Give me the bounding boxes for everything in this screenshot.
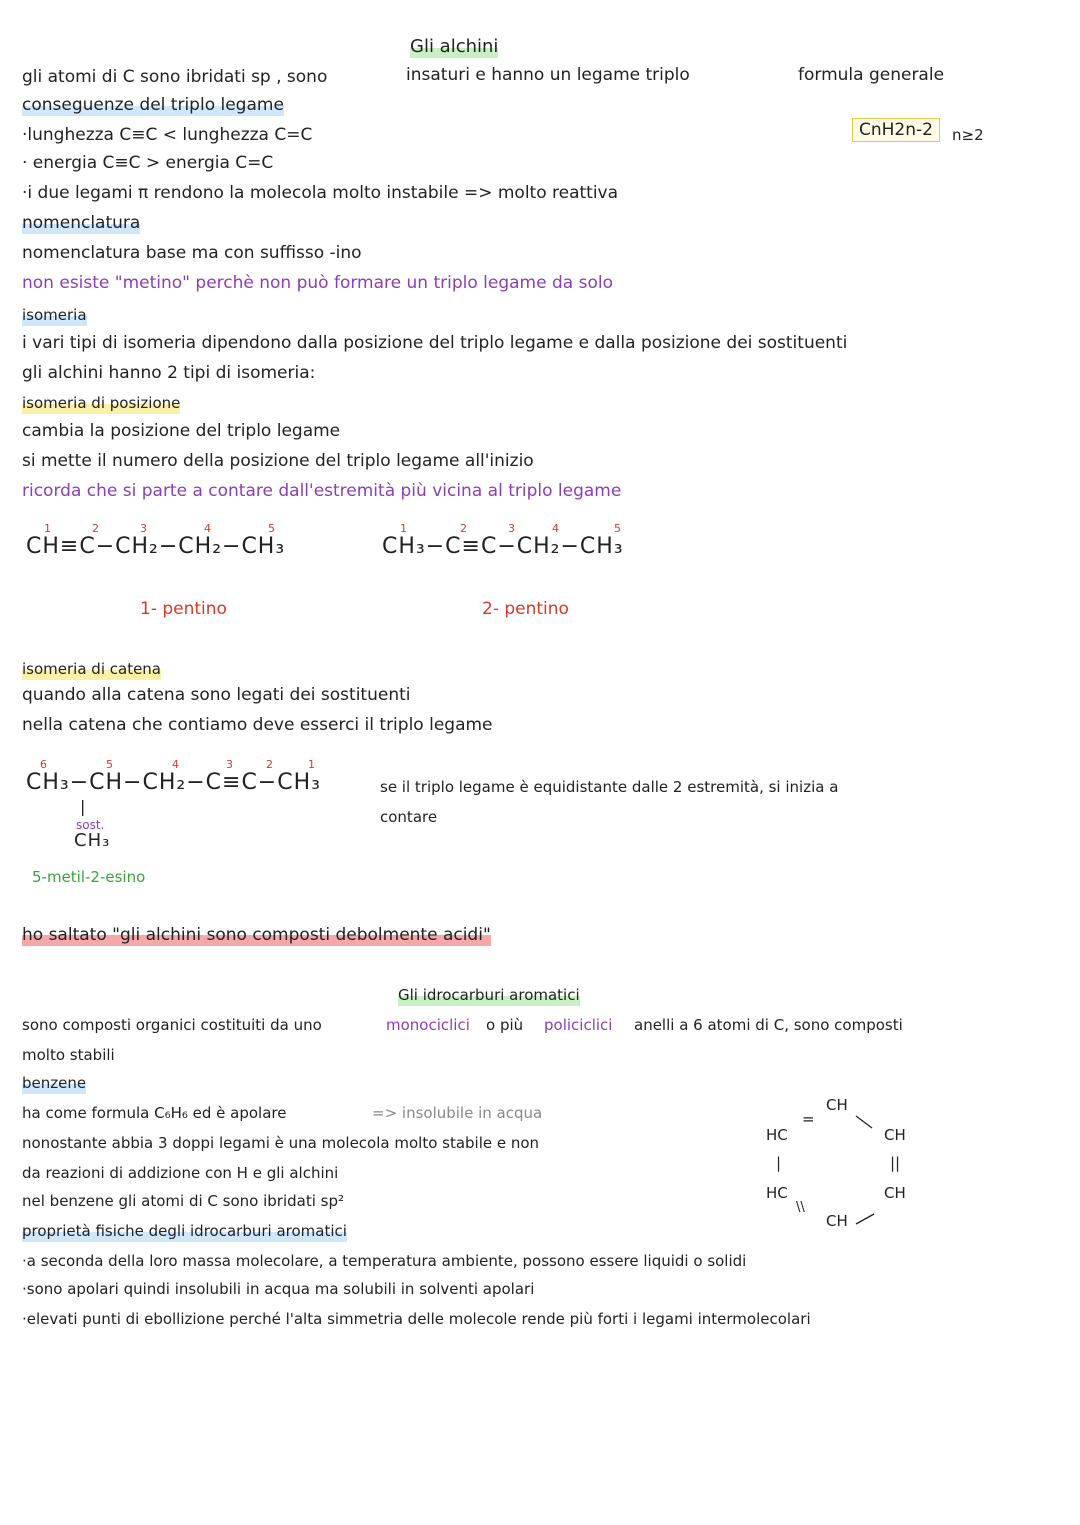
bullet-lunghezza: ·lunghezza C≡C < lunghezza C=C bbox=[22, 125, 313, 145]
ring-hc-bottom-left: HC bbox=[766, 1184, 788, 1202]
conseguenze-heading: conseguenze del triplo legame bbox=[22, 95, 284, 115]
mol2-num-2: 2 bbox=[460, 522, 467, 535]
ring-bond-top-right bbox=[856, 1116, 872, 1128]
benzene-line1-b: => insolubile in acqua bbox=[372, 1104, 543, 1122]
benzene-line3: da reazioni di addizione con H e gli alchini bbox=[22, 1164, 339, 1182]
aromatici-title: Gli idrocarburi aromatici bbox=[398, 986, 580, 1004]
mol2-num-3: 3 bbox=[508, 522, 515, 535]
benzene-line1-a: ha come formula C₆H₆ ed è apolare bbox=[22, 1104, 287, 1122]
isomeria-posizione-heading: isomeria di posizione bbox=[22, 394, 181, 412]
ring-single-bond-left: | bbox=[776, 1154, 782, 1172]
ring-double-bond-bottom-left: \\ bbox=[796, 1200, 805, 1215]
catena-line1: quando alla catena sono legati dei sostituenti bbox=[22, 685, 411, 705]
mol3-num-3: 3 bbox=[226, 758, 233, 771]
benzene-line2: nonostante abbia 3 doppi legami è una molecola molto stabile e non bbox=[22, 1134, 540, 1152]
mol1-num-3: 3 bbox=[140, 522, 147, 535]
proprieta-line3: ·elevati punti di ebollizione perché l'alta simmetria delle molecole rende più forti i legami intermolecolari bbox=[22, 1310, 811, 1328]
proprieta-line2: ·sono apolari quindi insolubili in acqua ma solubili in solventi apolari bbox=[22, 1280, 535, 1298]
mol3-num-1: 1 bbox=[308, 758, 315, 771]
aromatici-line2: molto stabili bbox=[22, 1046, 115, 1064]
substituent-bond: | bbox=[80, 797, 86, 816]
ring-ch-top-right: CH bbox=[884, 1126, 906, 1144]
proprieta-line1: ·a seconda della loro massa molecolare, a temperatura ambiente, possono essere liquidi o solidi bbox=[22, 1252, 747, 1270]
nomenclatura-heading: nomenclatura bbox=[22, 213, 141, 233]
ring-double-bond-right: || bbox=[890, 1154, 901, 1172]
benzene-line4: nel benzene gli atomi di C sono ibridati sp² bbox=[22, 1192, 345, 1210]
mol3-formula: CH₃−CH−CH₂−C≡C−CH₃ bbox=[26, 770, 321, 795]
ring-ch-top: CH bbox=[826, 1096, 848, 1114]
mol1-formula: CH≡C−CH₂−CH₂−CH₃ bbox=[26, 534, 286, 559]
general-formula: CnH2n-2 bbox=[852, 118, 940, 142]
mol2-name: 2- pentino bbox=[482, 599, 569, 619]
aromatici-line1-d: policiclici bbox=[544, 1016, 613, 1034]
mol1-num-5: 5 bbox=[268, 522, 275, 535]
mol3-num-5: 5 bbox=[106, 758, 113, 771]
aromatici-line1-b: monociclici bbox=[386, 1016, 470, 1034]
aromatici-line1-a: sono composti organici costituiti da uno bbox=[22, 1016, 322, 1034]
skipped-note: ho saltato "gli alchini sono composti debolmente acidi" bbox=[22, 925, 491, 945]
mol1-num-1: 1 bbox=[44, 522, 51, 535]
ring-hc-top-left: HC bbox=[766, 1126, 788, 1144]
isomeria-catena-heading: isomeria di catena bbox=[22, 660, 161, 678]
formula-label: formula generale bbox=[798, 65, 945, 85]
benzene-heading: benzene bbox=[22, 1074, 87, 1092]
substituent-label: sost. bbox=[76, 818, 105, 832]
mol2-formula: CH₃−C≡C−CH₂−CH₃ bbox=[382, 534, 624, 559]
mol1-num-2: 2 bbox=[92, 522, 99, 535]
mol2-num-5: 5 bbox=[614, 522, 621, 535]
posizione-line3: ricorda che si parte a contare dall'estremità più vicina al triplo legame bbox=[22, 481, 622, 501]
intro-line-b: insaturi e hanno un legame triplo bbox=[406, 65, 690, 85]
ring-double-bond-top-left: = bbox=[802, 1110, 815, 1128]
ring-ch-bottom-right: CH bbox=[884, 1184, 906, 1202]
mol3-name: 5-metil-2-esino bbox=[32, 868, 146, 886]
aromatici-line1-e: anelli a 6 atomi di C, sono composti bbox=[634, 1016, 903, 1034]
substituent-group: CH₃ bbox=[74, 830, 111, 851]
isomeria-heading: isomeria bbox=[22, 306, 87, 324]
mol1-num-4: 4 bbox=[204, 522, 211, 535]
mol1-name: 1- pentino bbox=[140, 599, 227, 619]
posizione-line2: si mette il numero della posizione del triplo legame all'inizio bbox=[22, 451, 534, 471]
bullet-energia: · energia C≡C > energia C=C bbox=[22, 153, 274, 173]
alchini-title: Gli alchini bbox=[410, 36, 499, 57]
mol2-num-4: 4 bbox=[552, 522, 559, 535]
aromatici-line1-c: o più bbox=[486, 1016, 524, 1034]
nomenclatura-line2: non esiste "metino" perchè non può formare un triplo legame da solo bbox=[22, 273, 613, 293]
ring-ch-bottom: CH bbox=[826, 1212, 848, 1230]
proprieta-heading: proprietà fisiche degli idrocarburi aromatici bbox=[22, 1222, 347, 1240]
posizione-line1: cambia la posizione del triplo legame bbox=[22, 421, 341, 441]
mol3-note-line2: contare bbox=[380, 808, 438, 826]
formula-condition: n≥2 bbox=[952, 126, 984, 144]
mol3-note-line1: se il triplo legame è equidistante dalle 2 estremità, si inizia a bbox=[380, 778, 839, 796]
nomenclatura-line1: nomenclatura base ma con suffisso -ino bbox=[22, 243, 362, 263]
ring-bond-bottom-right bbox=[856, 1214, 874, 1224]
isomeria-line2: gli alchini hanno 2 tipi di isomeria: bbox=[22, 363, 316, 383]
isomeria-line1: i vari tipi di isomeria dipendono dalla posizione del triplo legame e dalla posizione dei sostituenti bbox=[22, 333, 848, 353]
benzene-ring-bonds bbox=[760, 1100, 910, 1230]
mol3-num-4: 4 bbox=[172, 758, 179, 771]
intro-line-a: gli atomi di C sono ibridati sp , sono bbox=[22, 67, 328, 87]
catena-line2: nella catena che contiamo deve esserci il triplo legame bbox=[22, 715, 493, 735]
mol3-num-2: 2 bbox=[266, 758, 273, 771]
mol3-num-6: 6 bbox=[40, 758, 47, 771]
bullet-reattiva: ·i due legami π rendono la molecola molto instabile => molto reattiva bbox=[22, 183, 619, 203]
mol2-num-1: 1 bbox=[400, 522, 407, 535]
